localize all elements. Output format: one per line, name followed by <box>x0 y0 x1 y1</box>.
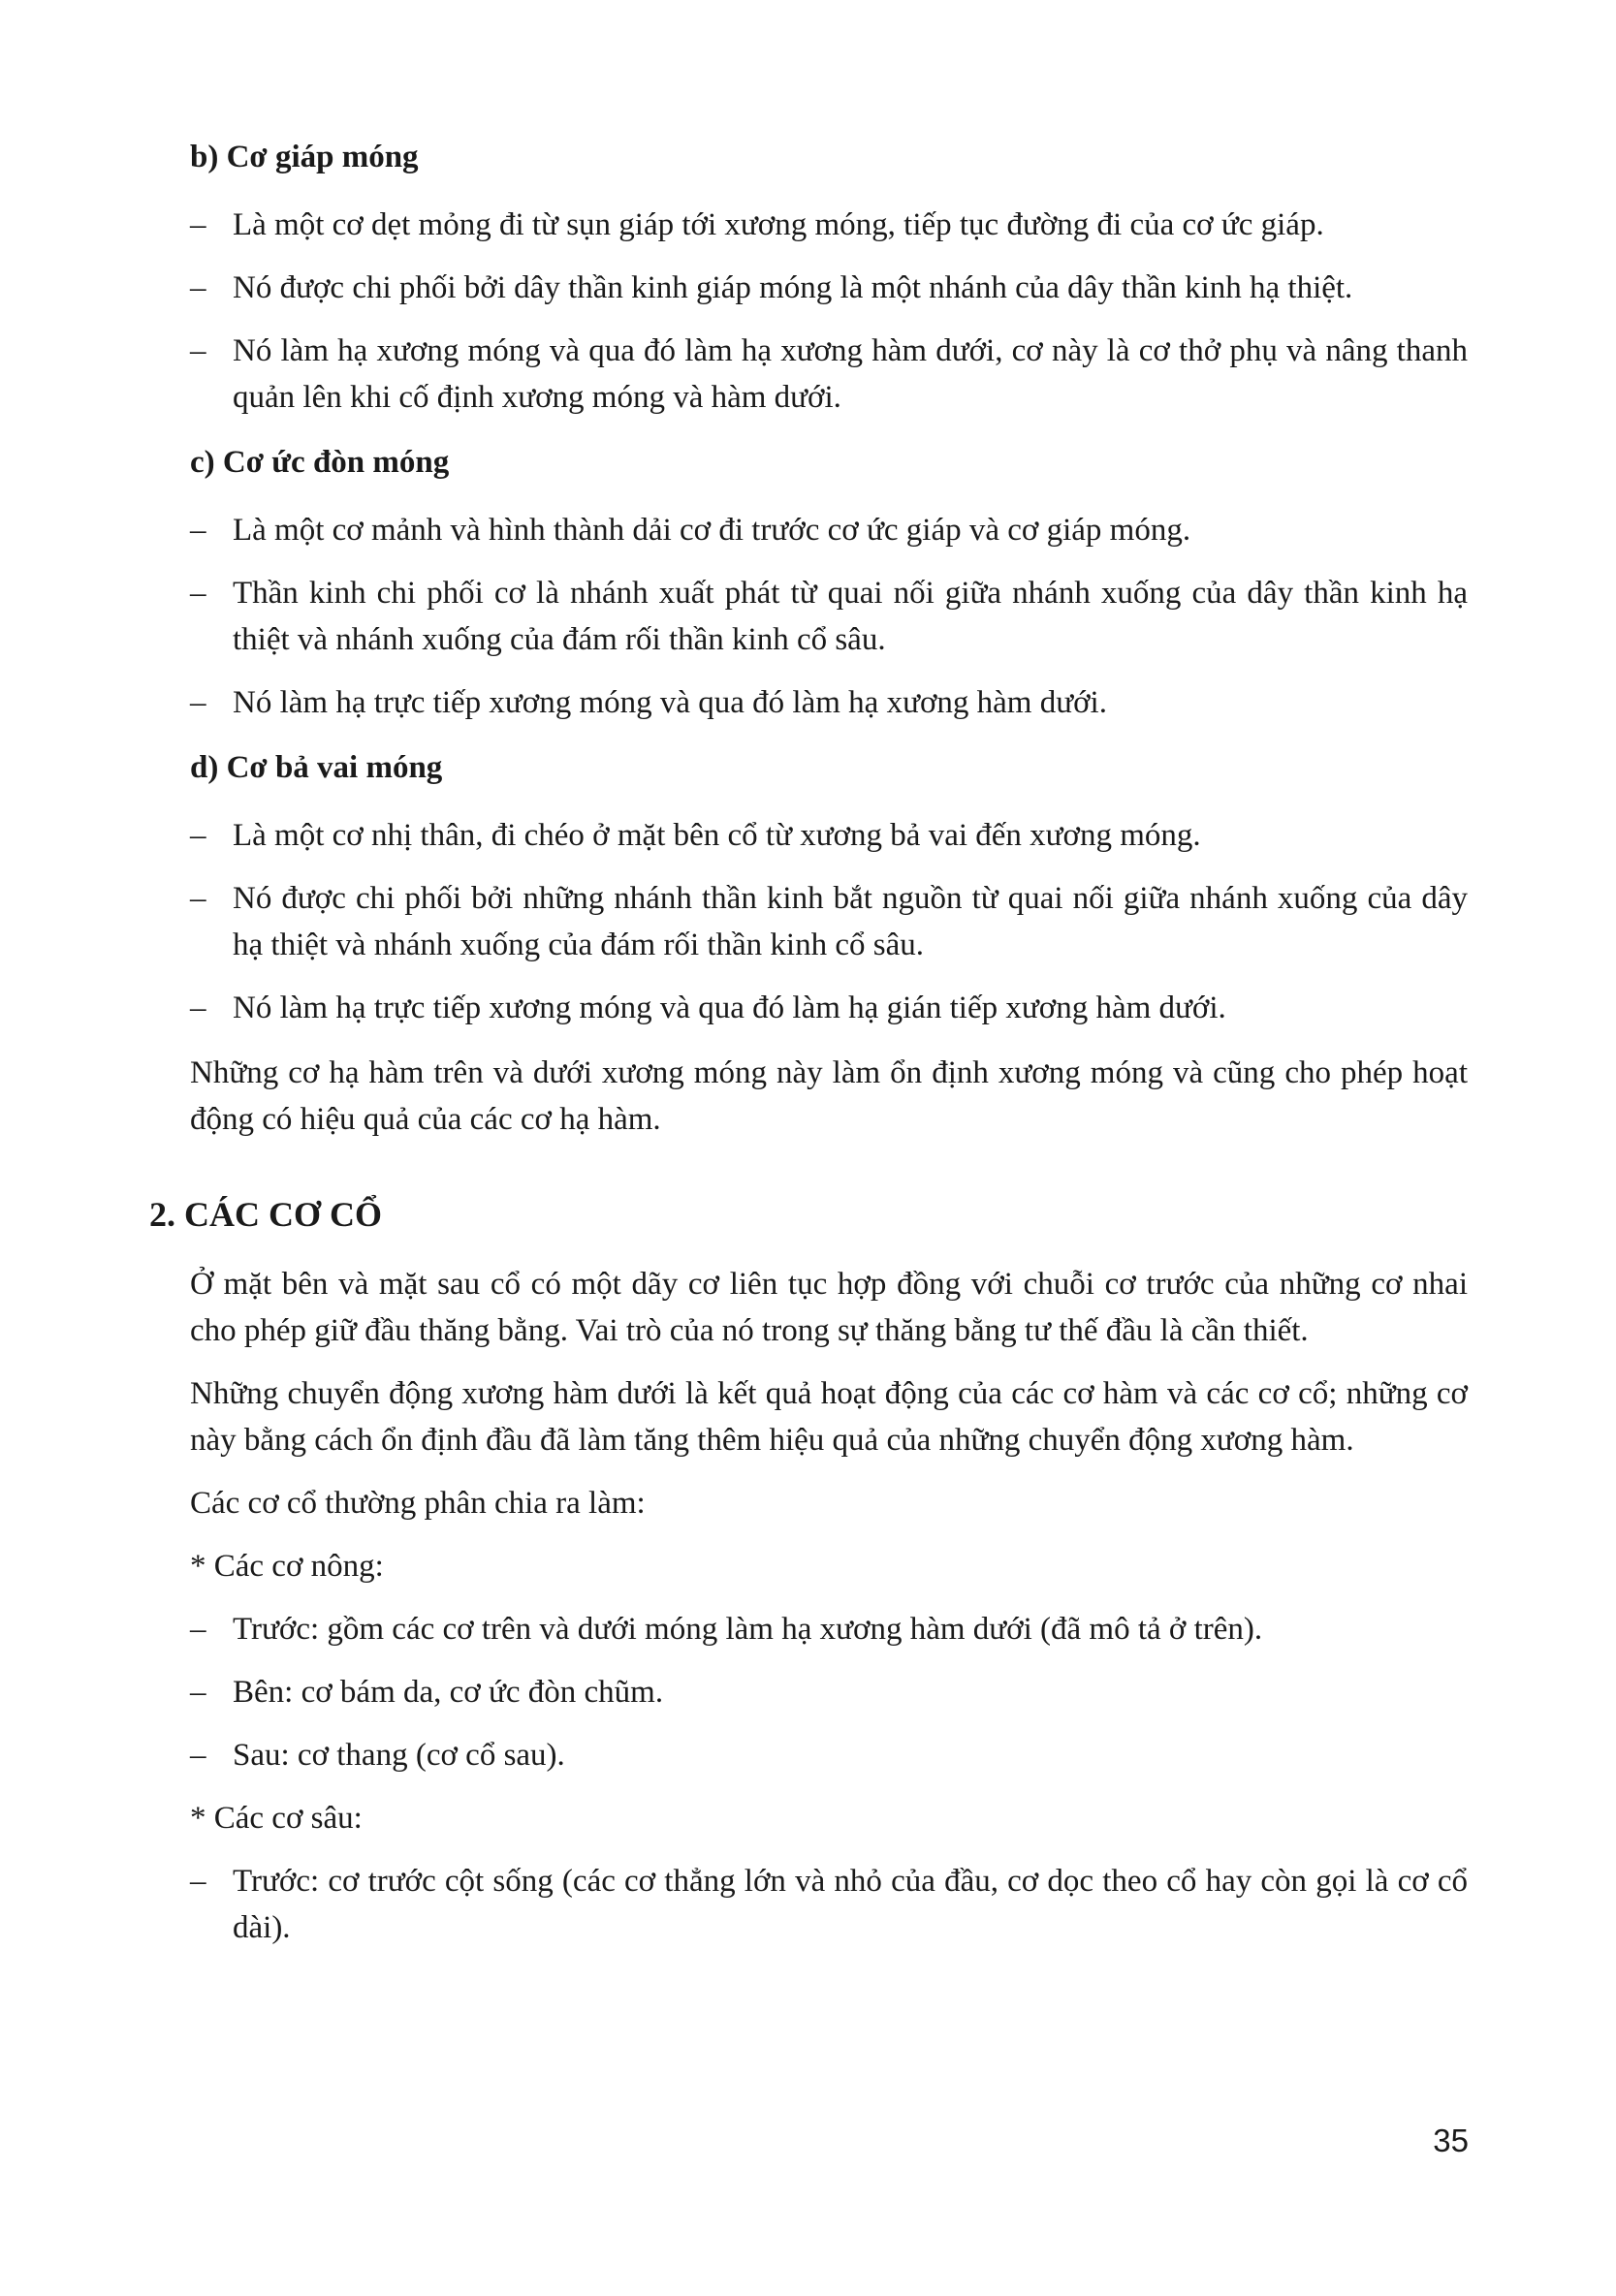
paragraph: Những chuyển động xương hàm dưới là kết quả hoạt động của các cơ hàm và các cơ cổ; những cơ này bằng cách ổn định đầu đã làm tăng thêm hiệu quả của những chuyển động xương hàm. <box>190 1376 1468 1458</box>
list-item <box>190 1858 1468 1951</box>
dash-marker: – <box>190 818 206 853</box>
list-item-text: Nó được chi phối bởi những nhánh thần kinh bắt nguồn từ quai nối giữa nhánh xuống của dây hạ thiệt và nhánh xuống của đám rối thần kinh cổ sâu. <box>233 881 1468 962</box>
list-item <box>190 507 1468 553</box>
list-item-text: Bên: cơ bám da, cơ ức đòn chũm. <box>233 1675 664 1710</box>
list-item <box>190 985 1468 1031</box>
summary-paragraph: Những cơ hạ hàm trên và dưới xương móng này làm ổn định xương móng và cũng cho phép hoạt động có hiệu quả của các cơ hạ hàm. <box>190 1055 1468 1137</box>
dash-marker: – <box>190 1738 206 1773</box>
dash-marker: – <box>190 1864 206 1899</box>
dash-marker: – <box>190 685 206 720</box>
dash-marker: – <box>190 991 206 1025</box>
list-item <box>190 1606 1468 1652</box>
list-item-text: Thần kinh chi phối cơ là nhánh xuất phát từ quai nối giữa nhánh xuống của dây thần kinh hạ thiệt và nhánh xuống của đám rối thần kinh cổ sâu. <box>233 576 1468 657</box>
list-item-text: Nó làm hạ trực tiếp xương móng và qua đó làm hạ xương hàm dưới. <box>233 685 1107 720</box>
dash-marker: – <box>190 333 206 368</box>
dash-marker: – <box>190 1612 206 1647</box>
dash-marker: – <box>190 513 206 548</box>
list-item <box>190 875 1468 968</box>
list-item <box>190 812 1468 859</box>
list-item-text: Nó làm hạ trực tiếp xương móng và qua đó làm hạ gián tiếp xương hàm dưới. <box>233 991 1226 1025</box>
deep-muscles-label: * Các cơ sâu: <box>190 1801 363 1836</box>
list-item <box>190 570 1468 663</box>
superficial-muscles-label: * Các cơ nông: <box>190 1549 384 1584</box>
dash-marker: – <box>190 576 206 611</box>
paragraph: Ở mặt bên và mặt sau cổ có một dãy cơ liên tục hợp đồng với chuỗi cơ trước của những cơ nhai cho phép giữ đầu thăng bằng. Vai trò của nó trong sự thăng bằng tư thế đầu là cần thiết. <box>190 1267 1468 1348</box>
page-number: 35 <box>1433 2123 1469 2158</box>
page-content <box>149 134 1468 1967</box>
list-item-text: Trước: cơ trước cột sống (các cơ thẳng lớn và nhỏ của đầu, cơ dọc theo cổ hay còn gọi là cơ cổ dài). <box>233 1864 1468 1945</box>
dash-marker: – <box>190 1675 206 1710</box>
subheading-c: c) Cơ ức đòn móng <box>190 445 450 480</box>
list-item <box>190 679 1468 726</box>
paragraph: Các cơ cổ thường phân chia ra làm: <box>190 1486 646 1521</box>
subheading-d: d) Cơ bả vai móng <box>190 750 443 785</box>
dash-marker: – <box>190 270 206 305</box>
list-item-text: Nó được chi phối bởi dây thần kinh giáp móng là một nhánh của dây thần kinh hạ thiệt. <box>233 270 1353 305</box>
list-item-text: Là một cơ mảnh và hình thành dải cơ đi trước cơ ức giáp và cơ giáp móng. <box>233 513 1191 548</box>
list-item <box>190 265 1468 311</box>
dash-marker: – <box>190 881 206 916</box>
list-item <box>190 202 1468 248</box>
list-item <box>190 1669 1468 1715</box>
section-title: 2. CÁC CƠ CỔ <box>149 1195 382 1234</box>
subheading-b: b) Cơ giáp móng <box>190 140 419 174</box>
list-item-text: Là một cơ dẹt mỏng đi từ sụn giáp tới xương móng, tiếp tục đường đi của cơ ức giáp. <box>233 207 1324 242</box>
list-item-text: Trước: gồm các cơ trên và dưới móng làm hạ xương hàm dưới (đã mô tả ở trên). <box>233 1612 1263 1647</box>
dash-marker: – <box>190 207 206 242</box>
list-item-text: Sau: cơ thang (cơ cổ sau). <box>233 1738 565 1773</box>
list-item <box>190 328 1468 421</box>
list-item-text: Nó làm hạ xương móng và qua đó làm hạ xương hàm dưới, cơ này là cơ thở phụ và nâng thanh quản lên khi cố định xương móng và hàm dưới. <box>233 333 1468 415</box>
list-item-text: Là một cơ nhị thân, đi chéo ở mặt bên cổ từ xương bả vai đến xương móng. <box>233 818 1201 853</box>
list-item <box>190 1732 1468 1778</box>
